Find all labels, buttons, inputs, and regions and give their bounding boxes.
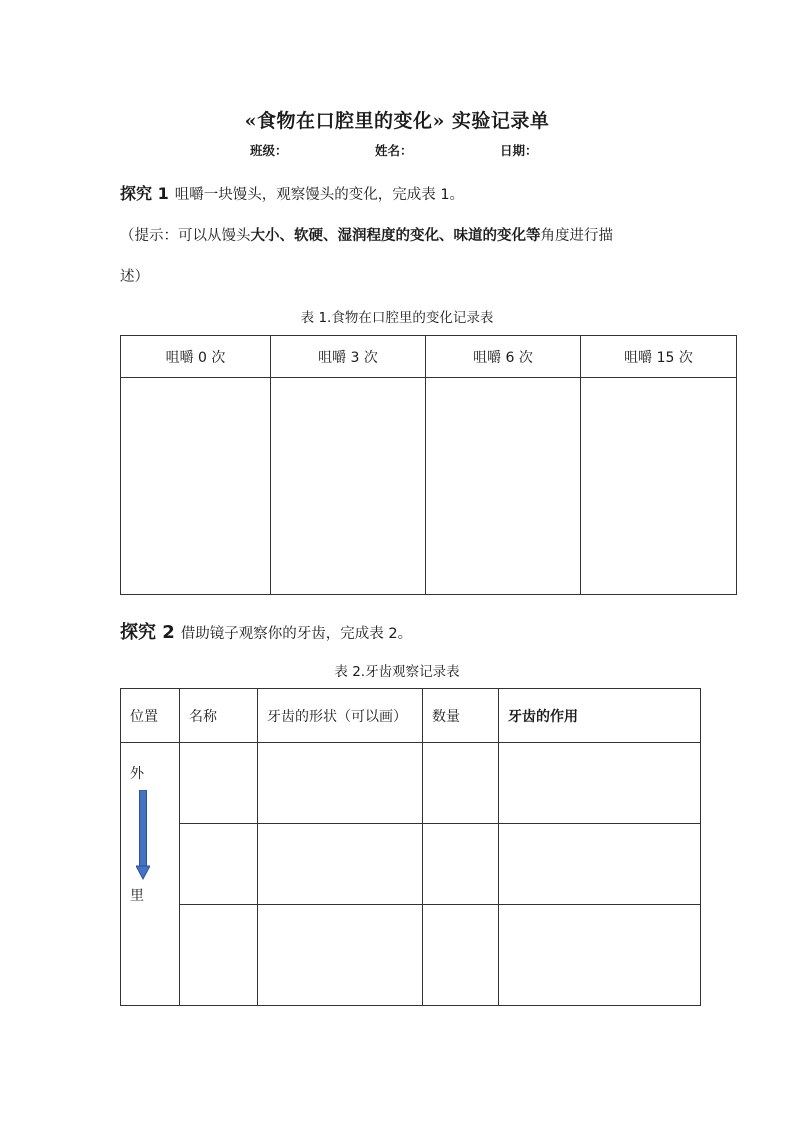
table2-cell[interactable] [180, 905, 258, 1006]
date-label: 日期： [500, 143, 538, 158]
name-label: 姓名： [375, 143, 413, 158]
table2-cell[interactable] [423, 824, 499, 905]
table2-header-cell: 名称 [180, 689, 258, 743]
hint-bold: 大小、软硬、湿润程度的变化、味道的变化等 [250, 228, 541, 244]
hint-prefix: （提示：可以从馒头 [120, 228, 251, 244]
table2-cell[interactable] [180, 743, 258, 824]
table2-header-cell: 牙齿的形状（可以画） [258, 689, 423, 743]
position-outer-label: 外 [130, 766, 144, 782]
table1-entry-row [121, 378, 737, 595]
table2-header-cell: 位置 [121, 689, 180, 743]
table2-cell[interactable] [499, 824, 701, 905]
table2-cell[interactable] [423, 905, 499, 1006]
table2 [120, 688, 701, 1006]
inquiry1-line [120, 181, 464, 204]
table2-cell[interactable] [258, 824, 423, 905]
table2-header-row [121, 689, 701, 743]
table1-header-row [121, 336, 737, 378]
table2-cell[interactable] [423, 743, 499, 824]
table1-caption: 表 1.食物在口腔里的变化记录表 [300, 310, 494, 326]
inquiry1-hint-wrap: 述） [120, 269, 149, 285]
table2-cell[interactable] [258, 905, 423, 1006]
hint-suffix: 角度进行描 [540, 228, 613, 244]
position-cell [121, 743, 180, 1006]
table1-entry-cell[interactable] [581, 378, 737, 595]
table2-row [121, 743, 701, 824]
table2-caption: 表 2.牙齿观察记录表 [334, 664, 460, 680]
table2-cell[interactable] [180, 824, 258, 905]
table1-header-cell: 咀嚼 15 次 [581, 336, 737, 378]
table2-header-cell: 牙齿的作用 [499, 689, 701, 743]
inquiry2-text: 借助镜子观察你的牙齿，完成表 2。 [180, 626, 413, 642]
table1 [120, 335, 737, 595]
table2-row [121, 905, 701, 1006]
class-label: 班级： [250, 143, 288, 158]
table1-entry-cell[interactable] [271, 378, 426, 595]
table2-cell[interactable] [499, 905, 701, 1006]
table1-header-cell: 咀嚼 3 次 [271, 336, 426, 378]
down-arrow-icon [136, 790, 150, 880]
inquiry1-lead: 探究 1 [120, 184, 169, 203]
table1-header-cell: 咀嚼 6 次 [426, 336, 581, 378]
table2-row [121, 824, 701, 905]
table2-header-cell: 数量 [423, 689, 499, 743]
table2-cell[interactable] [499, 743, 701, 824]
inquiry1-text: 咀嚼一块馒头，观察馒头的变化，完成表 1。 [174, 187, 465, 203]
table1-entry-cell[interactable] [121, 378, 271, 595]
page-title: «食物在口腔里的变化» 实验记录单 [244, 110, 550, 132]
table1-header-cell: 咀嚼 0 次 [121, 336, 271, 378]
table1-entry-cell[interactable] [426, 378, 581, 595]
inquiry1-hint [120, 224, 613, 245]
position-inner-label: 里 [130, 888, 144, 904]
inquiry2-lead: 探究 2 [120, 622, 175, 643]
inquiry2-line [120, 618, 412, 644]
table2-cell[interactable] [258, 743, 423, 824]
